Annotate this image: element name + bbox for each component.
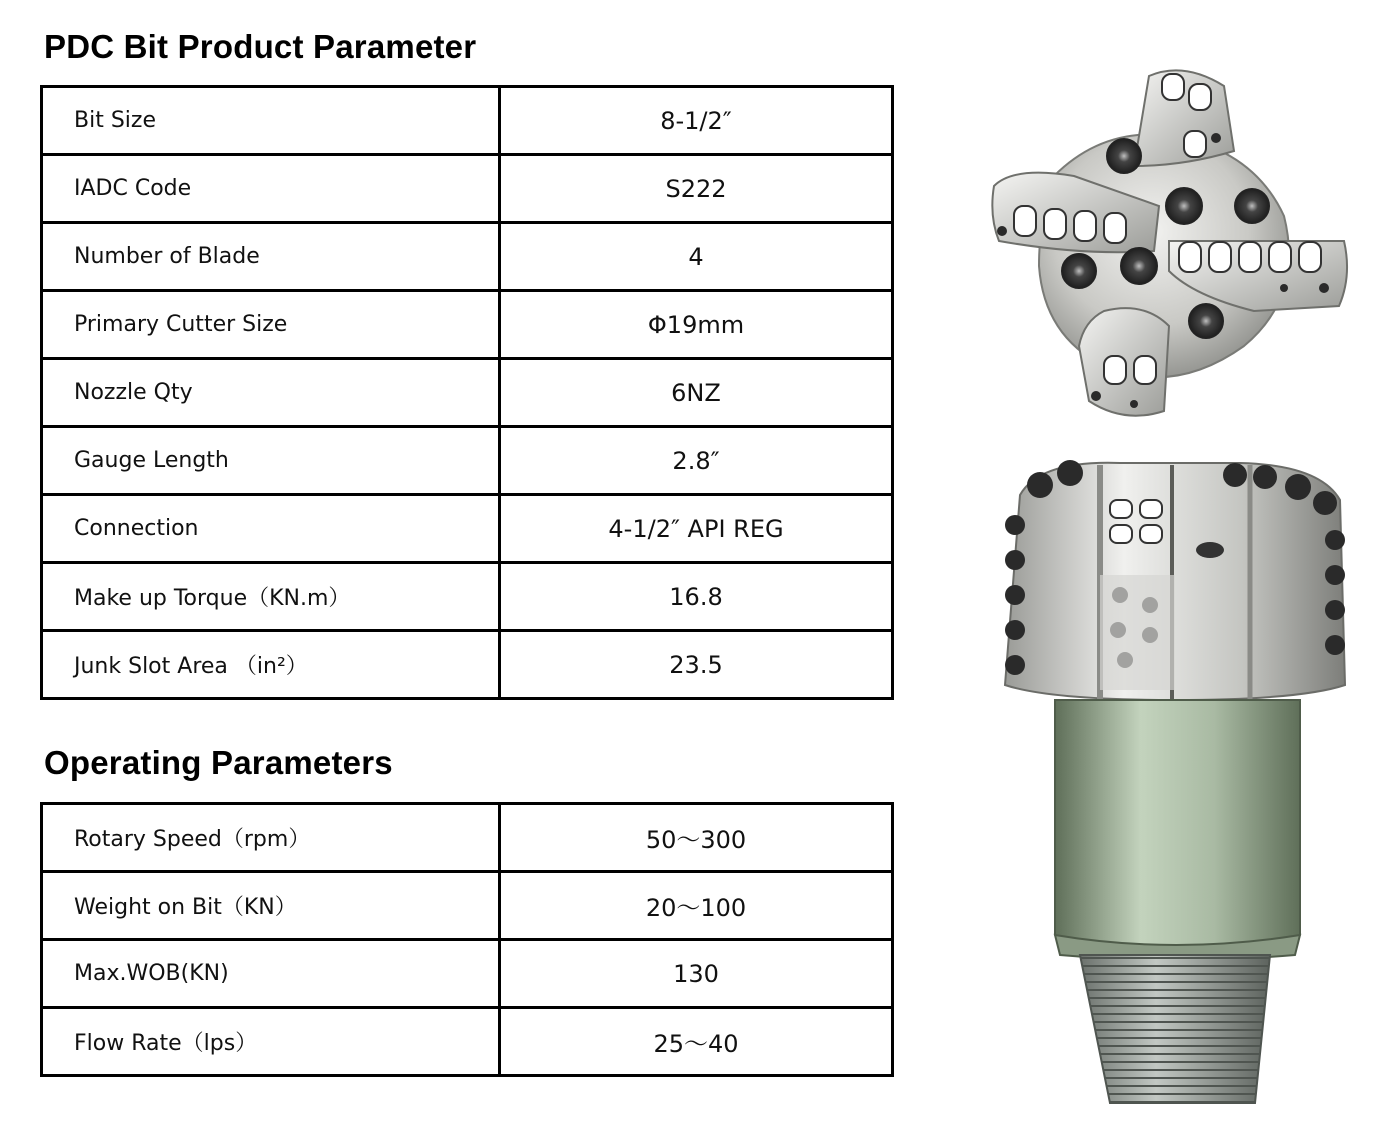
param-value-weight-on-bit: 20～100 — [500, 872, 893, 940]
param-value-bit-size: 8-1/2″ — [500, 87, 893, 155]
operating-parameters-title: Operating Parameters — [44, 744, 393, 781]
pdc-bit-side-view-illustration — [1000, 455, 1352, 1107]
table-row — [42, 87, 893, 155]
table-row — [42, 155, 893, 223]
table-row — [42, 291, 893, 359]
table-row — [42, 223, 893, 291]
operating-parameters-table — [40, 802, 894, 1077]
table-row — [42, 427, 893, 495]
param-value-make-up-torque: 16.8 — [500, 563, 893, 631]
param-label-primary-cutter-size: Primary Cutter Size — [42, 291, 500, 359]
param-value-iadc-code: S222 — [500, 155, 893, 223]
product-parameter-title: PDC Bit Product Parameter — [44, 28, 477, 65]
pdc-bit-top-view-illustration — [984, 56, 1354, 424]
param-label-junk-slot-area: Junk Slot Area （in²） — [42, 631, 500, 699]
param-value-max-wob: 130 — [500, 940, 893, 1008]
param-value-flow-rate: 25～40 — [500, 1008, 893, 1076]
table-row — [42, 1008, 893, 1076]
param-label-iadc-code: IADC Code — [42, 155, 500, 223]
param-label-gauge-length: Gauge Length — [42, 427, 500, 495]
table-row — [42, 804, 893, 872]
param-value-gauge-length: 2.8″ — [500, 427, 893, 495]
param-label-nozzle-qty: Nozzle Qty — [42, 359, 500, 427]
param-label-max-wob: Max.WOB(KN) — [42, 940, 500, 1008]
table-row — [42, 495, 893, 563]
param-label-weight-on-bit: Weight on Bit（KN） — [42, 872, 500, 940]
param-value-primary-cutter-size: Φ19mm — [500, 291, 893, 359]
param-label-make-up-torque: Make up Torque（KN.m） — [42, 563, 500, 631]
table-row — [42, 359, 893, 427]
param-value-number-of-blade: 4 — [500, 223, 893, 291]
param-label-rotary-speed: Rotary Speed（rpm） — [42, 804, 500, 872]
product-parameter-table — [40, 85, 894, 700]
param-value-junk-slot-area: 23.5 — [500, 631, 893, 699]
table-row — [42, 631, 893, 699]
table-row — [42, 940, 893, 1008]
param-label-number-of-blade: Number of Blade — [42, 223, 500, 291]
param-label-bit-size: Bit Size — [42, 87, 500, 155]
table-row — [42, 872, 893, 940]
param-label-flow-rate: Flow Rate（lps） — [42, 1008, 500, 1076]
param-value-nozzle-qty: 6NZ — [500, 359, 893, 427]
param-label-connection: Connection — [42, 495, 500, 563]
param-value-connection: 4-1/2″ API REG — [500, 495, 893, 563]
table-row — [42, 563, 893, 631]
param-value-rotary-speed: 50～300 — [500, 804, 893, 872]
